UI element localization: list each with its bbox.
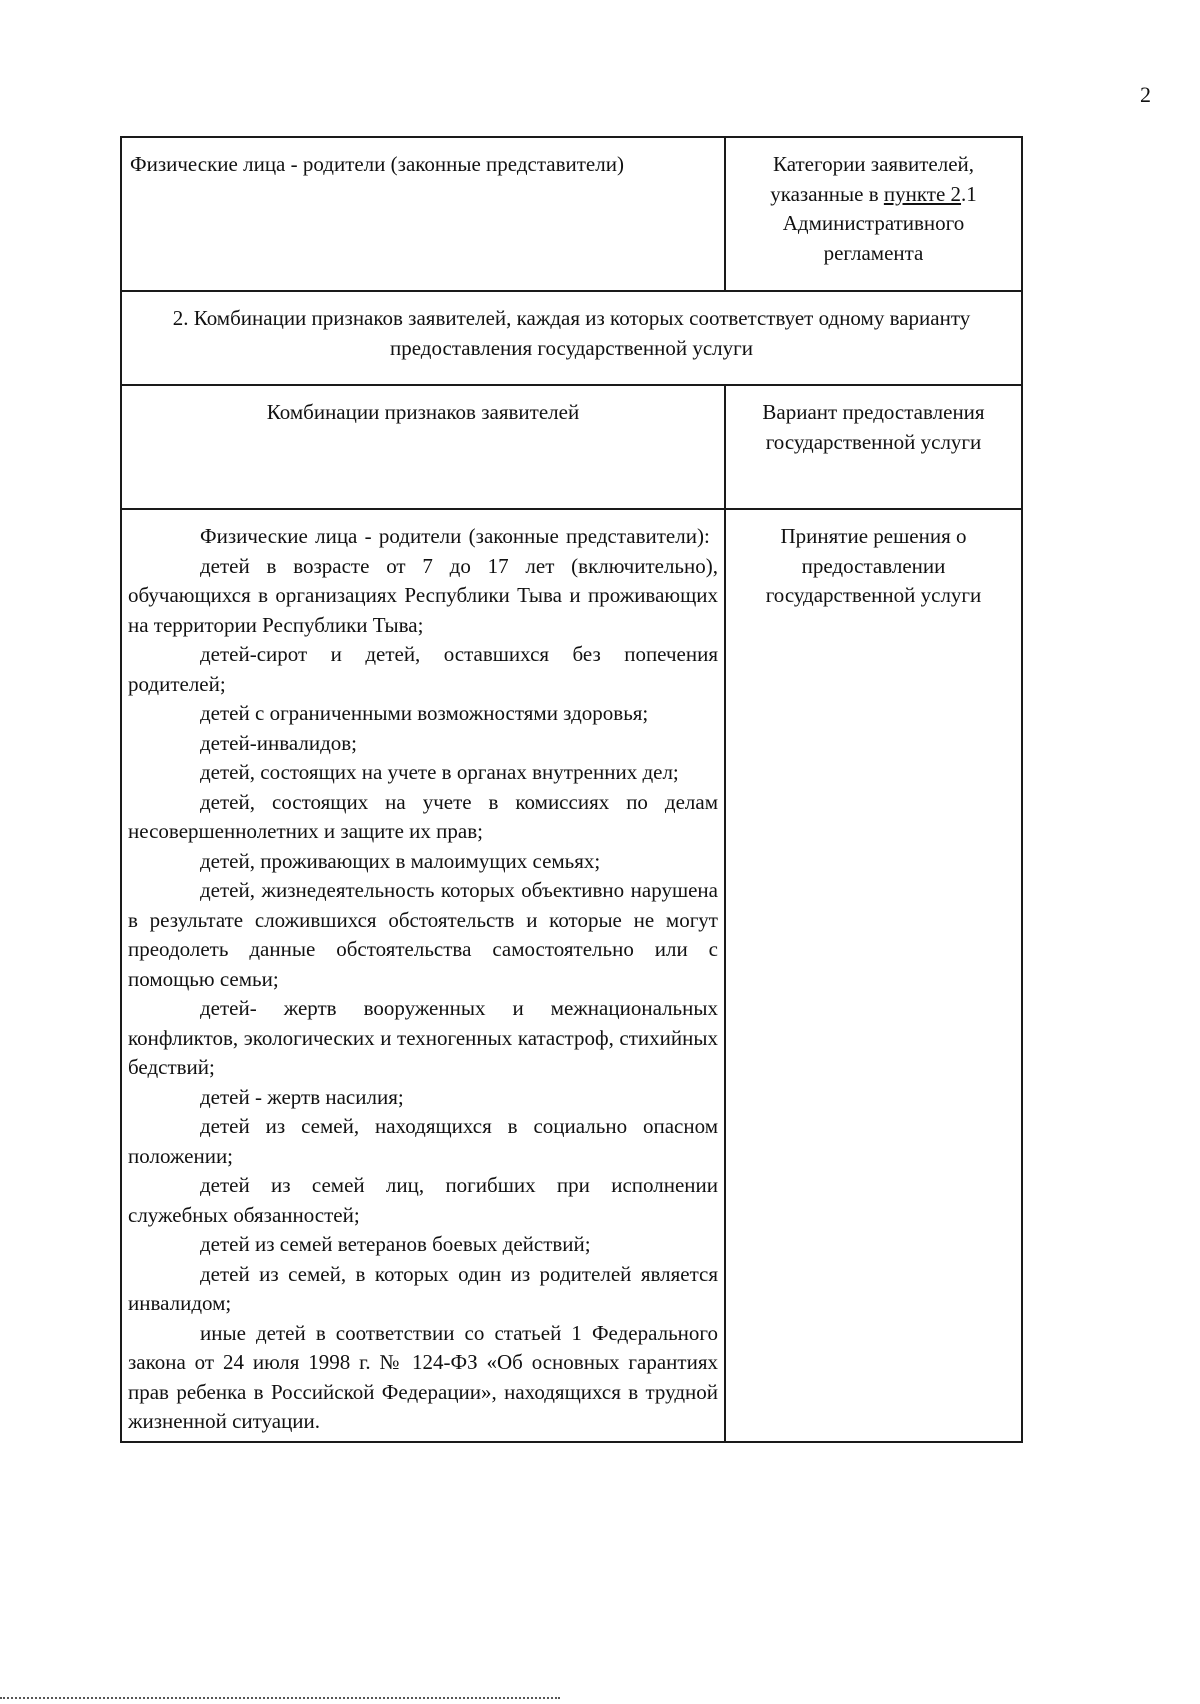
applicant-category-cell (121, 137, 725, 291)
table-row (121, 137, 1022, 291)
combination-item: детей, состоящих на учете в органах внутренних дел; (200, 760, 679, 784)
section-heading-cell (121, 291, 1022, 385)
combination-item: детей-инвалидов; (200, 730, 358, 755)
column-header-variant-text: Вариант предоставления государственной услуги (762, 400, 985, 454)
table-row (121, 385, 1022, 509)
combination-item: детей с ограниченными возможностями здоровья; (200, 701, 649, 725)
column-header-variant (725, 385, 1022, 509)
column-header-combinations (121, 385, 725, 509)
combination-item: иные детей в соответствии со статьей 1 Федерального закона от 24 июля 1998 г. № 124-ФЗ «Об основных гарантиях прав ребенка в Российской Федерации», находящихся в трудной жизненной ситуации. (128, 1320, 718, 1433)
combination-item: детей, жизнедеятельность которых объективно нарушена в результате сложившихся обстоятельств и которые не могут преодолеть данные обстоятельства самостоятельно или с помощью семьи; (128, 878, 718, 991)
applicant-categories-table (120, 136, 1023, 1443)
category-reference-suffix: .1 Административного регламента (782, 181, 977, 265)
category-reference-prefix: Категории заявителей, указанные в (770, 152, 975, 206)
combination-item: детей- жертв вооруженных и межнациональных конфликтов, экологических и техногенных катастроф, стихийных бедствий; (128, 996, 718, 1079)
table-row (121, 509, 1022, 1442)
combination-item: Физические лица - родители (законные представители): (200, 524, 710, 548)
combination-item: детей - жертв насилия; (200, 1084, 404, 1109)
service-variant-text: Принятие решения о предоставлении государственной услуги (765, 524, 982, 607)
combination-item: детей из семей ветеранов боевых действий; (200, 1232, 591, 1256)
combination-item: детей-сирот и детей, оставшихся без попечения родителей; (128, 642, 718, 696)
section-heading: 2. Комбинации признаков заявителей, каждая из которых соответствует одному варианту предоставления государственной услуги (172, 306, 971, 360)
category-reference-cell (725, 137, 1022, 291)
combinations-cell (121, 509, 725, 1442)
combination-item: детей из семей, находящихся в социально опасном положении; (128, 1114, 718, 1168)
column-header-combinations-text: Комбинации признаков заявителей (266, 400, 580, 424)
combination-item: детей из семей лиц, погибших при исполнении служебных обязанностей; (128, 1173, 718, 1227)
combination-item: детей в возрасте от 7 до 17 лет (включительно), обучающихся в организациях Республики Тыва и проживающих на территории Республики Тыва; (128, 553, 718, 637)
combination-item: детей, состоящих на учете в комиссиях по делам несовершеннолетних и защите их прав; (128, 789, 718, 843)
service-variant-cell (725, 509, 1022, 1442)
regulation-item-link[interactable]: пункте 2 (883, 181, 962, 206)
table-row (121, 291, 1022, 385)
applicant-category-text: Физические лица - родители (законные представители) (130, 152, 624, 176)
page-number: 2 (1140, 82, 1151, 107)
combination-item: детей, проживающих в малоимущих семьях; (200, 848, 601, 873)
combination-item: детей из семей, в которых один из родителей является инвалидом; (128, 1261, 718, 1315)
footer-rule (0, 1697, 560, 1699)
